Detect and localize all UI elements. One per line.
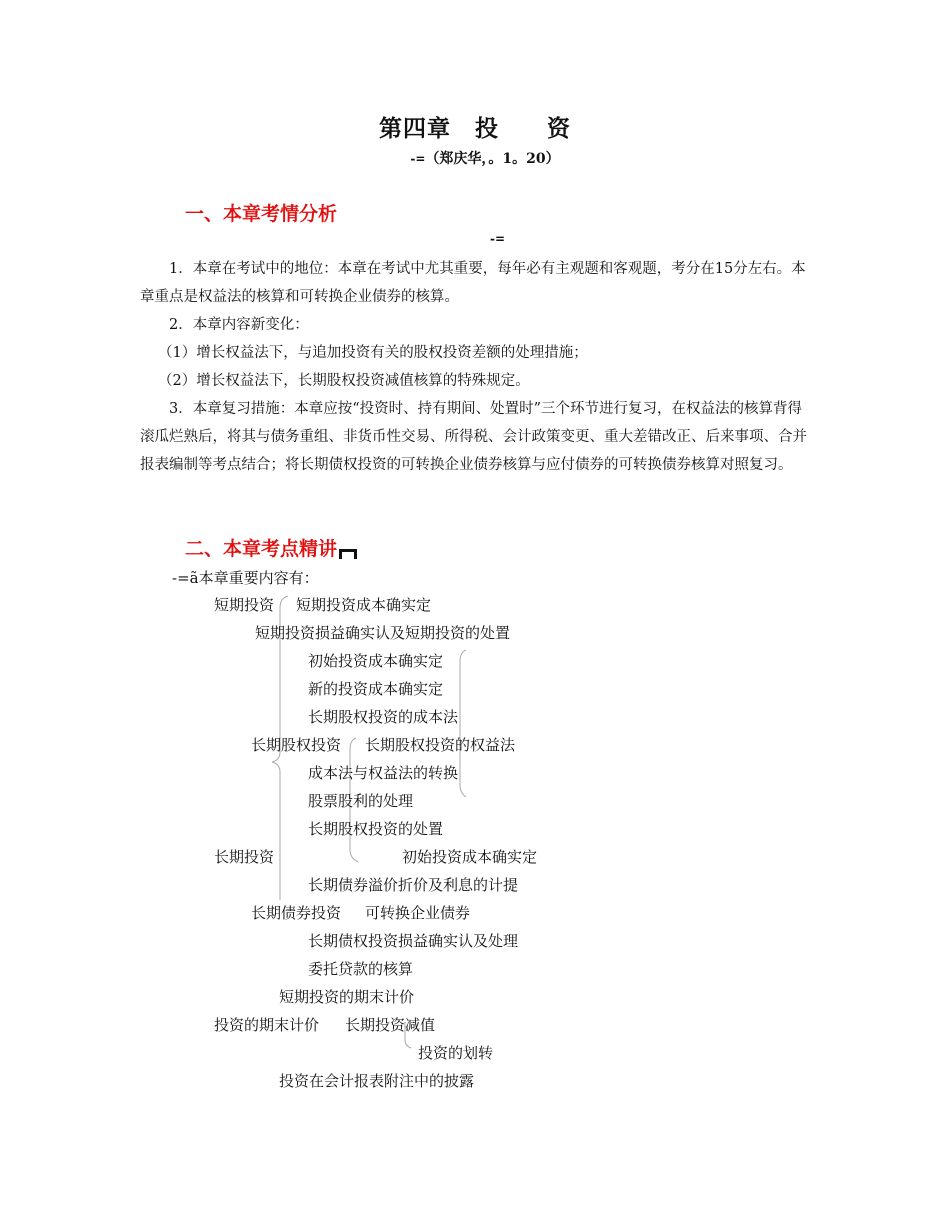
tree-node: 投资在会计报表附注中的披露 xyxy=(279,1072,475,1090)
paragraph-changes: 2．本章内容新变化： xyxy=(169,317,309,333)
chapter-title: 第四章 投 资 xyxy=(379,116,571,142)
paragraph-position: 1．本章在考试中的地位：本章在考试中尤其重要，每年必有主观题和客观题，考分在15分左右。本章重点是权益法的核算和可转换企业债券的核算。 xyxy=(140,261,806,305)
tree-node: 短期投资 xyxy=(214,596,275,614)
paragraph-method: 3．本章复习措施：本章应按“投资时、持有期间、处置时”三个环节进行复习，在权益法的核算背得滚瓜烂熟后，将其与债务重组、非货币性交易、所得税、会计政策变更、重大差错改正、后来事项、合并报表编制等考点结合；将长期债权投资的可转换企业债券核算与应付债券的可转换债券核算对照复习。 xyxy=(140,401,807,473)
tree-node: 初始投资成本确实定 xyxy=(402,848,538,866)
subtitle-marker: -= xyxy=(410,152,426,166)
tree-node: 长期股权投资 xyxy=(251,736,342,754)
tree-node: 委托贷款的核算 xyxy=(308,960,414,978)
tree-node: 短期投资成本确实定 xyxy=(296,596,432,614)
mid-marker: -= xyxy=(490,232,506,246)
tree-node: 长期股权投资的处置 xyxy=(308,820,444,838)
tree-bracket-equity-detail xyxy=(460,650,466,797)
tree-node: 长期投资 xyxy=(214,848,275,866)
tree-node: 长期股权投资的权益法 xyxy=(365,736,516,754)
tree-node: 长期债权投资损益确实认及处理 xyxy=(308,932,519,950)
tree-node: 长期债券溢价折价及利息的计提 xyxy=(308,876,519,894)
tree-node: 长期投资减值 xyxy=(345,1016,436,1034)
tree-node: 成本法与权益法的转换 xyxy=(308,764,459,782)
tree-node: 长期股权投资的成本法 xyxy=(308,708,459,726)
section-heading-points-text: 二、本章考点精讲 xyxy=(185,538,338,560)
tree-node: 新的投资成本确实定 xyxy=(308,680,444,698)
tree-node: 长期债券投资 xyxy=(251,904,342,922)
tree-node: 可转换企业债券 xyxy=(365,904,471,922)
tree-node: 初始投资成本确实定 xyxy=(308,652,444,670)
tree-node: 投资的期末计价 xyxy=(214,1016,320,1034)
subtitle-text: （郑庆华，。1。20） xyxy=(425,151,560,167)
paragraph-change-1: （1）增长权益法下，与追加投资有关的股权投资差额的处理措施； xyxy=(158,345,588,361)
paragraph-change-2: （2）增长权益法下，长期股权投资减值核算的特殊规定。 xyxy=(158,373,530,389)
tree-node: 短期投资的期末计价 xyxy=(279,988,415,1006)
section-heading-analysis: 一、本章考情分析 xyxy=(185,203,338,225)
tree-node: 投资的划转 xyxy=(418,1044,494,1062)
points-intro: -=ã本章重要内容有： xyxy=(172,569,319,587)
tree-node: 股票股利的处理 xyxy=(308,792,414,810)
tree-node: 短期投资损益确实认及短期投资的处置 xyxy=(255,624,511,642)
